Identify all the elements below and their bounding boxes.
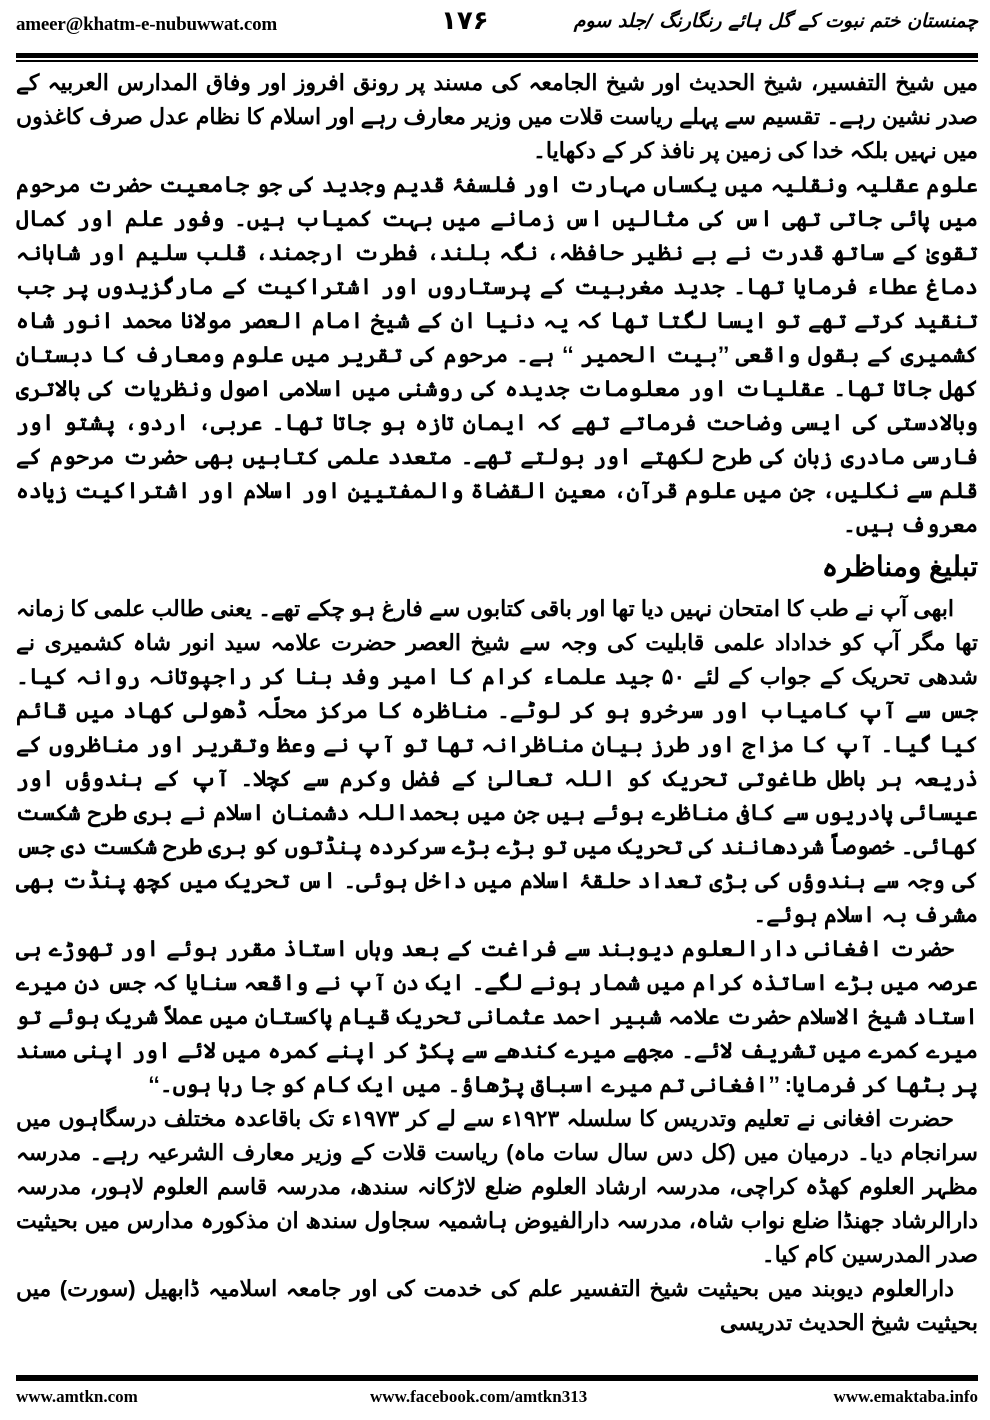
header-rule-thick bbox=[16, 53, 978, 58]
book-title: چمنستان ختم نبوت کے گل ہائے رنگارنگ /جلد سوم bbox=[573, 10, 978, 32]
page-header bbox=[16, 6, 978, 46]
paragraph-1: میں شیخ التفسیر، شیخ الحدیث اور شیخ الجامعہ کی مسند پر رونق افروز اور وفاق المدارس العربیہ کے صدر نشین رہے۔ تقسیم سے پہلے ریاست قلات میں وزیر معارف رہے اور اسلام کا نظام عدل صرف کاغذوں میں نہیں بلکہ خدا کی زمین پر نافذ کر کے دکھایا۔ bbox=[16, 70, 978, 163]
header-email: ameer@khatm-e-nubuwwat.com bbox=[16, 14, 278, 35]
header-rule-thin bbox=[16, 60, 978, 62]
paragraph-2: علوم عقلیہ ونقلیہ میں یکساں مہارت اور فلسفۂ قدیم وجدید کی جو جامعیت حضرت مرحوم میں پائی جاتی تھی اس کی مثالیں اس زمانے میں بہت کمیاب ہیں۔ وفور علم اور کمال تقویٰ کے ساتھ قدرت نے بے نظیر حافظہ، نگہ بلند، فطرت ارجمند، قلب سلیم اور شاہانہ دماغ عطاء فرمایا تھا۔ جدید مغربیت کے پرستاروں اور اشتراکیت کے مارگزیدوں پر جب تنقید کرتے تھے تو ایسا لگتا تھا کہ یہ دنیا ان کے شیخ امام العصر مولانا محمد انور شاہ کشمیری کے بقول واقعی ’’بیت الحمیر ‘‘ ہے۔ مرحوم کی تقریر میں علوم ومعارف کا دبستان کھل جاتا تھا۔ عقلیات اور معلومات جدیدہ کی روشنی میں اسلامی اصول ونظریات کی بالاتری وبالادستی کی ایسی وضاحت فرماتے تھے کہ ایمان تازہ ہو جاتا تھا۔ عربی، اردو، پشتو اور فارسی مادری زبان کی طرح لکھتے اور بولتے تھے۔ متعدد علمی کتابیں بھی حضرت مرحوم کے قلم سے نکلیں، جن میں علوم قرآن، معین القضاۃ والمفتیین اور اسلام اور اشتراکیت زیادہ معروف ہیں۔ bbox=[16, 172, 978, 537]
page-footer bbox=[16, 1385, 978, 1413]
footer-link-amtkn[interactable]: www.amtkn.com bbox=[16, 1387, 138, 1406]
page-body bbox=[16, 66, 978, 1370]
footer-link-emaktaba[interactable]: www.emaktaba.info bbox=[833, 1387, 978, 1406]
section-paragraph-1: ابھی آپ نے طب کا امتحان نہیں دیا تھا اور باقی کتابوں سے فارغ ہو چکے تھے۔ یعنی طالب علمی کا زمانہ تھا مگر آپ کو خداداد علمی قابلیت کی وجہ سے شیخ العصر حضرت علامہ سید انور شاہ کشمیری نے شدھی تحریک کے جواب کے لئے ۵۰ جید علماء کرام کا امیر وفد بنا کر راجپوتانہ روانہ کیا۔ جس سے آپ کامیاب اور سرخرو ہو کر لوٹے۔ مناظرہ کا مرکز محلّہ ڈھولی کھاد میں قائم کیا گیا۔ آپ کا مزاج اور طرز بیان مناظرانہ تھا تو آپ نے وعظ وتقریر اور مناظروں کے ذریعہ ہر باطل طاغوتی تحریک کو اللہ تعالیٰ کے فضل وکرم سے کچلا۔ آپ کے ہندوؤں اور عیسائی پادریوں سے کافی مناظرے ہوئے ہیں جن میں بحمداللہ دشمنان اسلام نے بری طرح شکست کھائی۔ خصوصاً شردھانند کی تحریک میں تو بڑے بڑے سرکردہ پنڈتوں کو بری طرح شکست دی جس کی وجہ سے ہندوؤں کی بڑی تعداد حلقۂ اسلام میں داخل ہوئی۔ اس تحریک میں کچھ پنڈت بھی مشرف بہ اسلام ہوئے۔ bbox=[16, 596, 978, 927]
page-number: ۱۷۶ bbox=[441, 6, 489, 36]
section-paragraph-2: حضرت افغانی دارالعلوم دیوبند سے فراغت کے بعد وہاں استاذ مقرر ہوئے اور تھوڑے ہی عرصہ میں بڑے اساتذہ کرام میں شمار ہونے لگے۔ ایک دن آپ نے واقعہ سنایا کہ جس دن میرے استاد شیخ الاسلام حضرت علامہ شبیر احمد عثمانی تحریک قیام پاکستان میں عملاً شریک ہوئے تو میرے کمرے میں تشریف لائے۔ مجھے میرے کندھے سے پکڑ کر اپنے کمرہ میں لائے اور اپنی مسند پر بٹھا کر فرمایا: ’’افغانی تم میرے اسباق پڑھاؤ۔ میں ایک کام کو جا رہا ہوں۔‘‘ bbox=[16, 936, 978, 1097]
section-paragraph-4: دارالعلوم دیوبند میں بحیثیت شیخ التفسیر علم کی خدمت کی اور جامعہ اسلامیہ ڈابھیل (سورت) میں بحیثیت شیخ الحدیث تدریسی bbox=[16, 1276, 978, 1335]
section-paragraph-3: حضرت افغانی نے تعلیم وتدریس کا سلسلہ ۱۹۲۳ء سے لے کر ۱۹۷۳ء تک باقاعدہ مختلف درسگاہوں میں سرانجام دیا۔ درمیان میں (کل دس سال سات ماہ) ریاست قلات کے وزیر معارف الشرعیہ رہے۔ مدرسہ مظہر العلوم کھڈہ کراچی، مدرسہ ارشاد العلوم ضلع لاڑکانہ سندھ، مدرسہ قاسم العلوم لاہور، مدرسہ دارالرشاد جھنڈا ضلع نواب شاہ، مدرسہ دارالفیوض ہاشمیہ سجاول سندھ ان مذکورہ مدارس میں بحیثیت صدر المدرسین کام کیا۔ bbox=[16, 1106, 978, 1267]
footer-rule bbox=[16, 1375, 978, 1381]
section-heading: تبلیغ ومناظرہ bbox=[821, 551, 978, 582]
footer-link-facebook[interactable]: www.facebook.com/amtkn313 bbox=[370, 1387, 588, 1406]
